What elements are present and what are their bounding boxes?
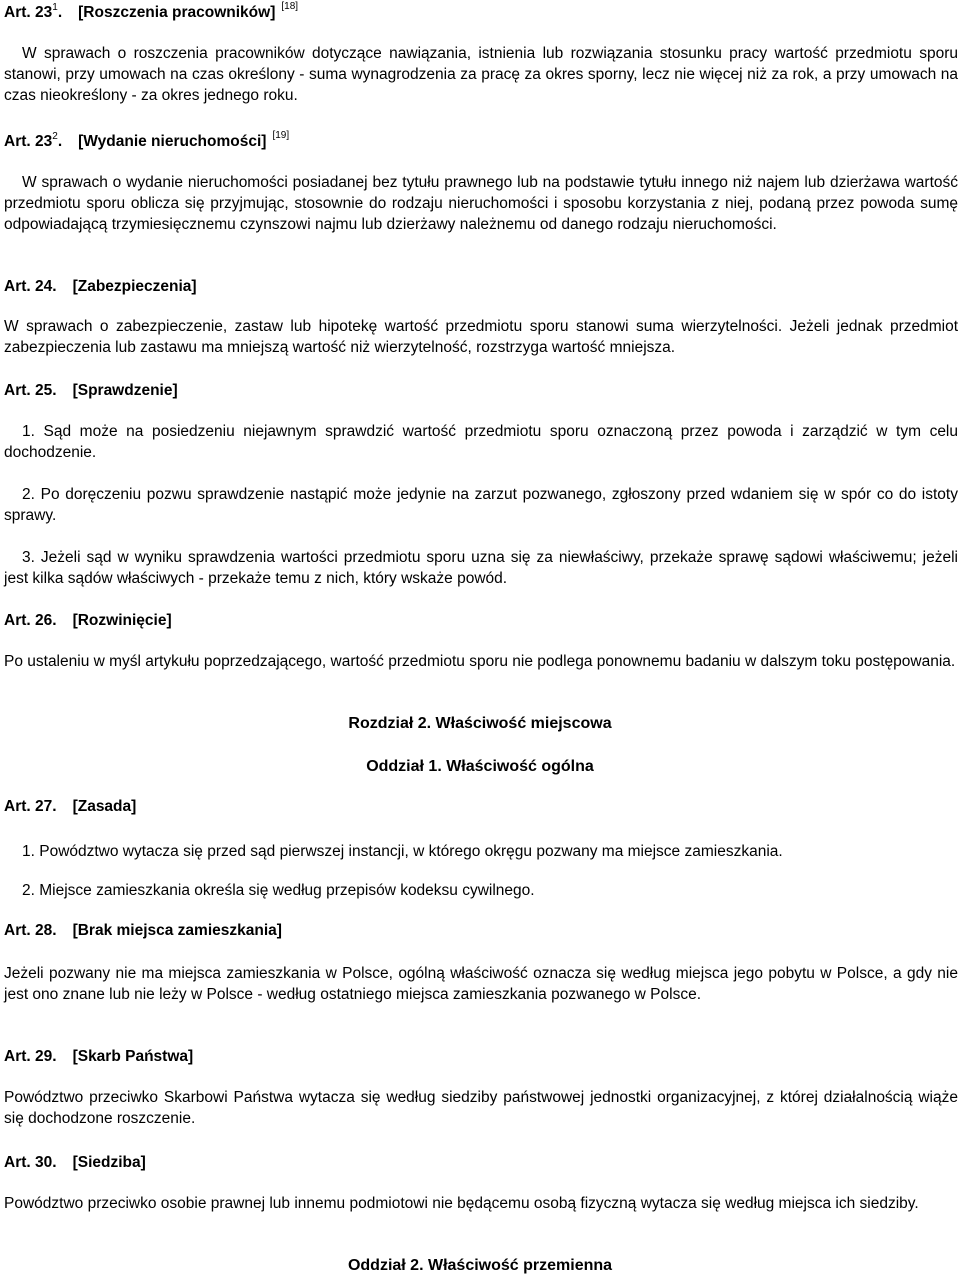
article-heading-27	[4, 798, 136, 816]
article-text-24: W sprawach o zabezpieczenie, zastaw lub hipotekę wartość przedmiotu sporu stanowi suma wierzytelności. Jeżeli jednak przedmiot zabezpieczenia lub zastawu ma mniejszą wartość niż wierzytelność, rozstrzyga wartość mniejsza.	[4, 318, 958, 356]
article-heading-28	[4, 922, 282, 940]
section-heading-2: Oddział 2. Właściwość przemienna	[347, 1257, 613, 1274]
article-text-30: Powództwo przeciwko osobie prawnej lub innemu podmiotowi nie będącemu osobą fizyczną wytacza się według miejsca ich siedziby.	[4, 1195, 919, 1212]
footnote-ref[interactable]: [19]	[272, 130, 290, 141]
article-text-29: Powództwo przeciwko Skarbowi Państwa wytacza się według siedziby państwowej jednostki organizacyjnej, z której działalnością wiąże się dochodzone roszczenie.	[4, 1089, 958, 1127]
article-title: [Siedziba]	[72, 1154, 146, 1171]
article-text-23-1: W sprawach o roszczenia pracowników dotyczące nawiązania, istnienia lub rozwiązania stosunku pracy wartość przedmiotu sporu stanowi, przy umowach na czas określony - suma wynagrodzenia za pracę za okres sporny, lecz nie więcej niż za rok, a przy umowach na czas nieokreślony - za okres jednego roku.	[4, 45, 958, 104]
article-title: [Roszczenia pracowników]	[78, 4, 276, 21]
article-text-23-2: W sprawach o wydanie nieruchomości posiadanej bez tytułu prawnego lub na podstawie tytułu innego niż najem lub dzierżawa wartość przedmiotu sporu oblicza się przyjmując, stosownie do rodzaju nieruchomości i sposobu korzystania z niej, podaną przez powoda sumę odpowiadającą trzymiesięcznemu czynszowi najmu lub dzierżawy należnemu od danego rodzaju nieruchomości.	[4, 174, 958, 233]
article-number: Art. 25.	[4, 382, 57, 399]
article-dot: .	[57, 133, 63, 150]
article-title: [Zabezpieczenia]	[72, 278, 197, 295]
article-number: Art. 26.	[4, 612, 57, 629]
article-paragraph-25-1: 1. Sąd może na posiedzeniu niejawnym sprawdzić wartość przedmiotu sporu oznaczoną przez powoda i zarządzić w tym celu dochodzenie.	[4, 423, 958, 461]
section-heading-1: Oddział 1. Właściwość ogólna	[366, 758, 594, 775]
article-title: [Rozwinięcie]	[72, 612, 172, 629]
article-title: [Wydanie nieruchomości]	[78, 133, 267, 150]
article-dot: .	[57, 4, 63, 21]
article-heading-30	[4, 1154, 146, 1172]
article-number: Art. 29.	[4, 1048, 57, 1065]
article-number: Art. 23	[4, 133, 53, 150]
article-superscript: 2	[52, 131, 58, 142]
article-number: Art. 30.	[4, 1154, 57, 1171]
article-paragraph-27-1: 1. Powództwo wytacza się przed sąd pierwszej instancji, w którego okręgu pozwany ma miejsce zamieszkania.	[22, 843, 783, 860]
article-number: Art. 27.	[4, 798, 57, 815]
article-number: Art. 24.	[4, 278, 57, 295]
article-superscript: 1	[52, 2, 58, 13]
article-title: [Sprawdzenie]	[72, 382, 178, 399]
article-title: [Skarb Państwa]	[72, 1048, 194, 1065]
article-heading-23-1	[4, 1, 299, 22]
article-heading-25	[4, 382, 178, 400]
footnote-ref[interactable]: [18]	[281, 1, 299, 12]
article-title: [Zasada]	[72, 798, 137, 815]
article-text-28: Jeżeli pozwany nie ma miejsca zamieszkania w Polsce, ogólną właściwość oznacza się według miejsca jego pobytu w Polsce, a gdy nie jest ono znane lub nie leży w Polsce - według ostatniego miejsca zamieszkania pozwanego w Polsce.	[4, 965, 958, 1003]
article-heading-26	[4, 612, 172, 630]
article-text-26: Po ustaleniu w myśl artykułu poprzedzającego, wartość przedmiotu sporu nie podlega ponownemu badaniu w dalszym toku postępowania.	[4, 653, 956, 670]
article-heading-29	[4, 1048, 193, 1066]
article-title: [Brak miejsca zamieszkania]	[72, 922, 282, 939]
article-number: Art. 23	[4, 4, 53, 21]
article-heading-24	[4, 278, 197, 296]
article-paragraph-27-2: 2. Miejsce zamieszkania określa się według przepisów kodeksu cywilnego.	[22, 882, 535, 899]
article-number: Art. 28.	[4, 922, 57, 939]
article-heading-23-2	[4, 130, 290, 151]
article-paragraph-25-3: 3. Jeżeli sąd w wyniku sprawdzenia wartości przedmiotu sporu uzna się za niewłaściwy, przekaże sprawę sądowi właściwemu; jeżeli jest kilka sądów właściwych - przekaże temu z nich, który wskaże powód.	[4, 549, 958, 587]
chapter-heading: Rozdział 2. Właściwość miejscowa	[348, 715, 612, 732]
article-paragraph-25-2: 2. Po doręczeniu pozwu sprawdzenie nastąpić może jedynie na zarzut pozwanego, zgłoszony przed wdaniem się w spór co do istoty sprawy.	[4, 486, 958, 524]
